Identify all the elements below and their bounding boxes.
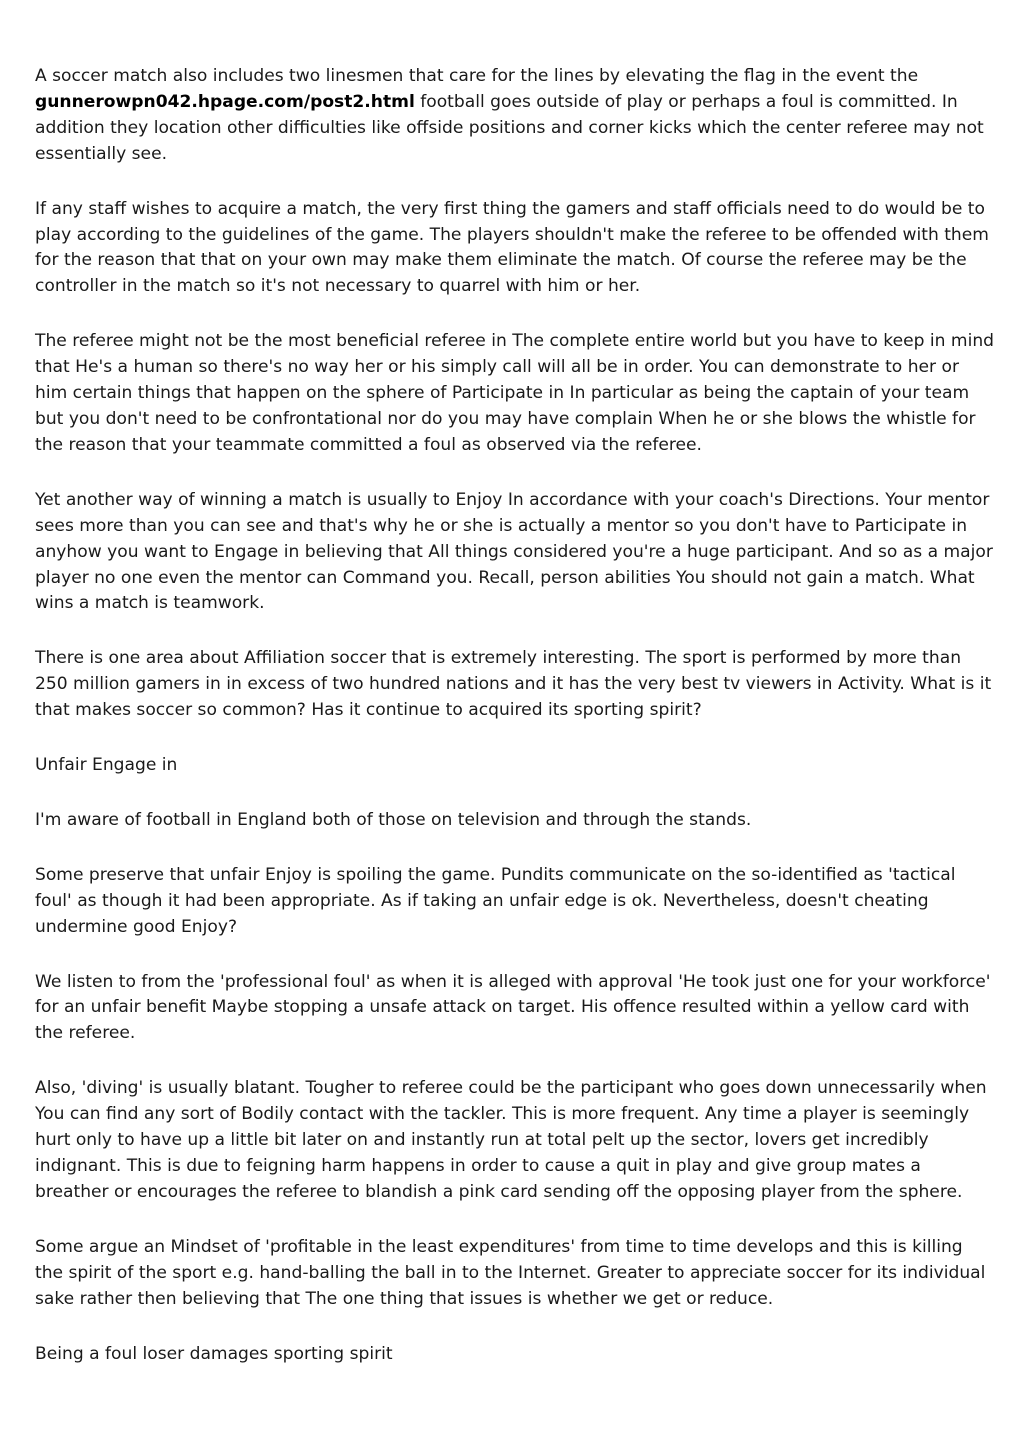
paragraph-1: [35, 64, 995, 168]
paragraph-6: Unfair Engage in: [35, 755, 178, 776]
paragraph-2: If any staff wishes to acquire a match, the very first thing the gamers and staff officials need to do would be to play according to the guidelines of the game. The players shouldn't make the referee to be offended with them for the reason that that on your own may make them eliminate the match. Of course the referee may be the controller in the match so it's not necessary to quarrel with him or her.: [35, 198, 989, 297]
paragraph-11: Some argue an Mindset of 'profitable in the least expenditures' from time to time develops and this is killing the spirit of the sport e.g. hand-balling the ball in to the Internet. Greater to appreciate soccer for its individual sake rather then believing that The one thing that issues is whether we get or reduce.: [35, 1236, 986, 1309]
paragraph-8: Some preserve that unfair Enjoy is spoiling the game. Pundits communicate on the so-identified as 'tactical foul' as though it had been appropriate. As if taking an unfair edge is ok. Nevertheless, doesn't cheating undermine good Enjoy?: [35, 864, 956, 937]
paragraph-1-text-after: football goes outside of play or perhaps a foul is committed. In addition they location other difficulties like offside positions and corner kicks which the center referee may not essentially see.: [35, 91, 984, 164]
document-body: [35, 64, 995, 1396]
paragraph-4: Yet another way of winning a match is usually to Enjoy In accordance with your coach's Directions. Your mentor sees more than you can see and that's why he or she is actually a mentor so you don't have to Participate in anyhow you want to Engage in believing that All things considered you're a huge participant. And so as a major player no one even the mentor can Command you. Recall, person abilities You should not gain a match. What wins a match is teamwork.: [35, 489, 993, 614]
paragraph-9: We listen to from the 'professional foul' as when it is alleged with approval 'He took just one for your workforce' for an unfair benefit Maybe stopping a unsafe attack on target. His offence resulted within a yellow card with the referee.: [35, 971, 991, 1044]
paragraph-12: Being a foul loser damages sporting spirit: [35, 1343, 393, 1364]
paragraph-3: The referee might not be the most beneficial referee in The complete entire world but you have to keep in mind that He's a human so there's no way her or his simply call will all be in order. You can demonstrate to her or him certain things that happen on the sphere of Participate in In particular as being the captain of your team but you don't need to be confrontational nor do you may have complain When he or she blows the whistle for the reason that your teammate committed a foul as observed via the referee.: [35, 331, 995, 455]
paragraph-10: Also, 'diving' is usually blatant. Tougher to referee could be the participant who goes down unnecessarily when You can find any sort of Bodily contact with the tackler. This is more frequent. Any time a player is seemingly hurt only to have up a little bit later on and instantly run at total pelt up the sector, lovers get incredibly indignant. This is due to feigning harm happens in order to cause a quit in play and give group mates a breather or encourages the referee to blandish a pink card sending off the opposing player from the sphere.: [35, 1078, 987, 1202]
paragraph-7: I'm aware of football in England both of those on television and through the stands.: [35, 809, 752, 830]
paragraph-1-text-before: A soccer match also includes two linesmen that care for the lines by elevating the flag in the event the: [35, 66, 919, 86]
paragraph-5: There is one area about Affiliation soccer that is extremely interesting. The sport is performed by more than 250 million gamers in in excess of two hundred nations and it has the very best tv viewers in Activity. What is it that makes soccer so common? Has it continue to acquired its sporting spirit?: [35, 648, 992, 721]
post-link[interactable]: gunnerowpn042.hpage.com/post2.html: [35, 91, 415, 112]
